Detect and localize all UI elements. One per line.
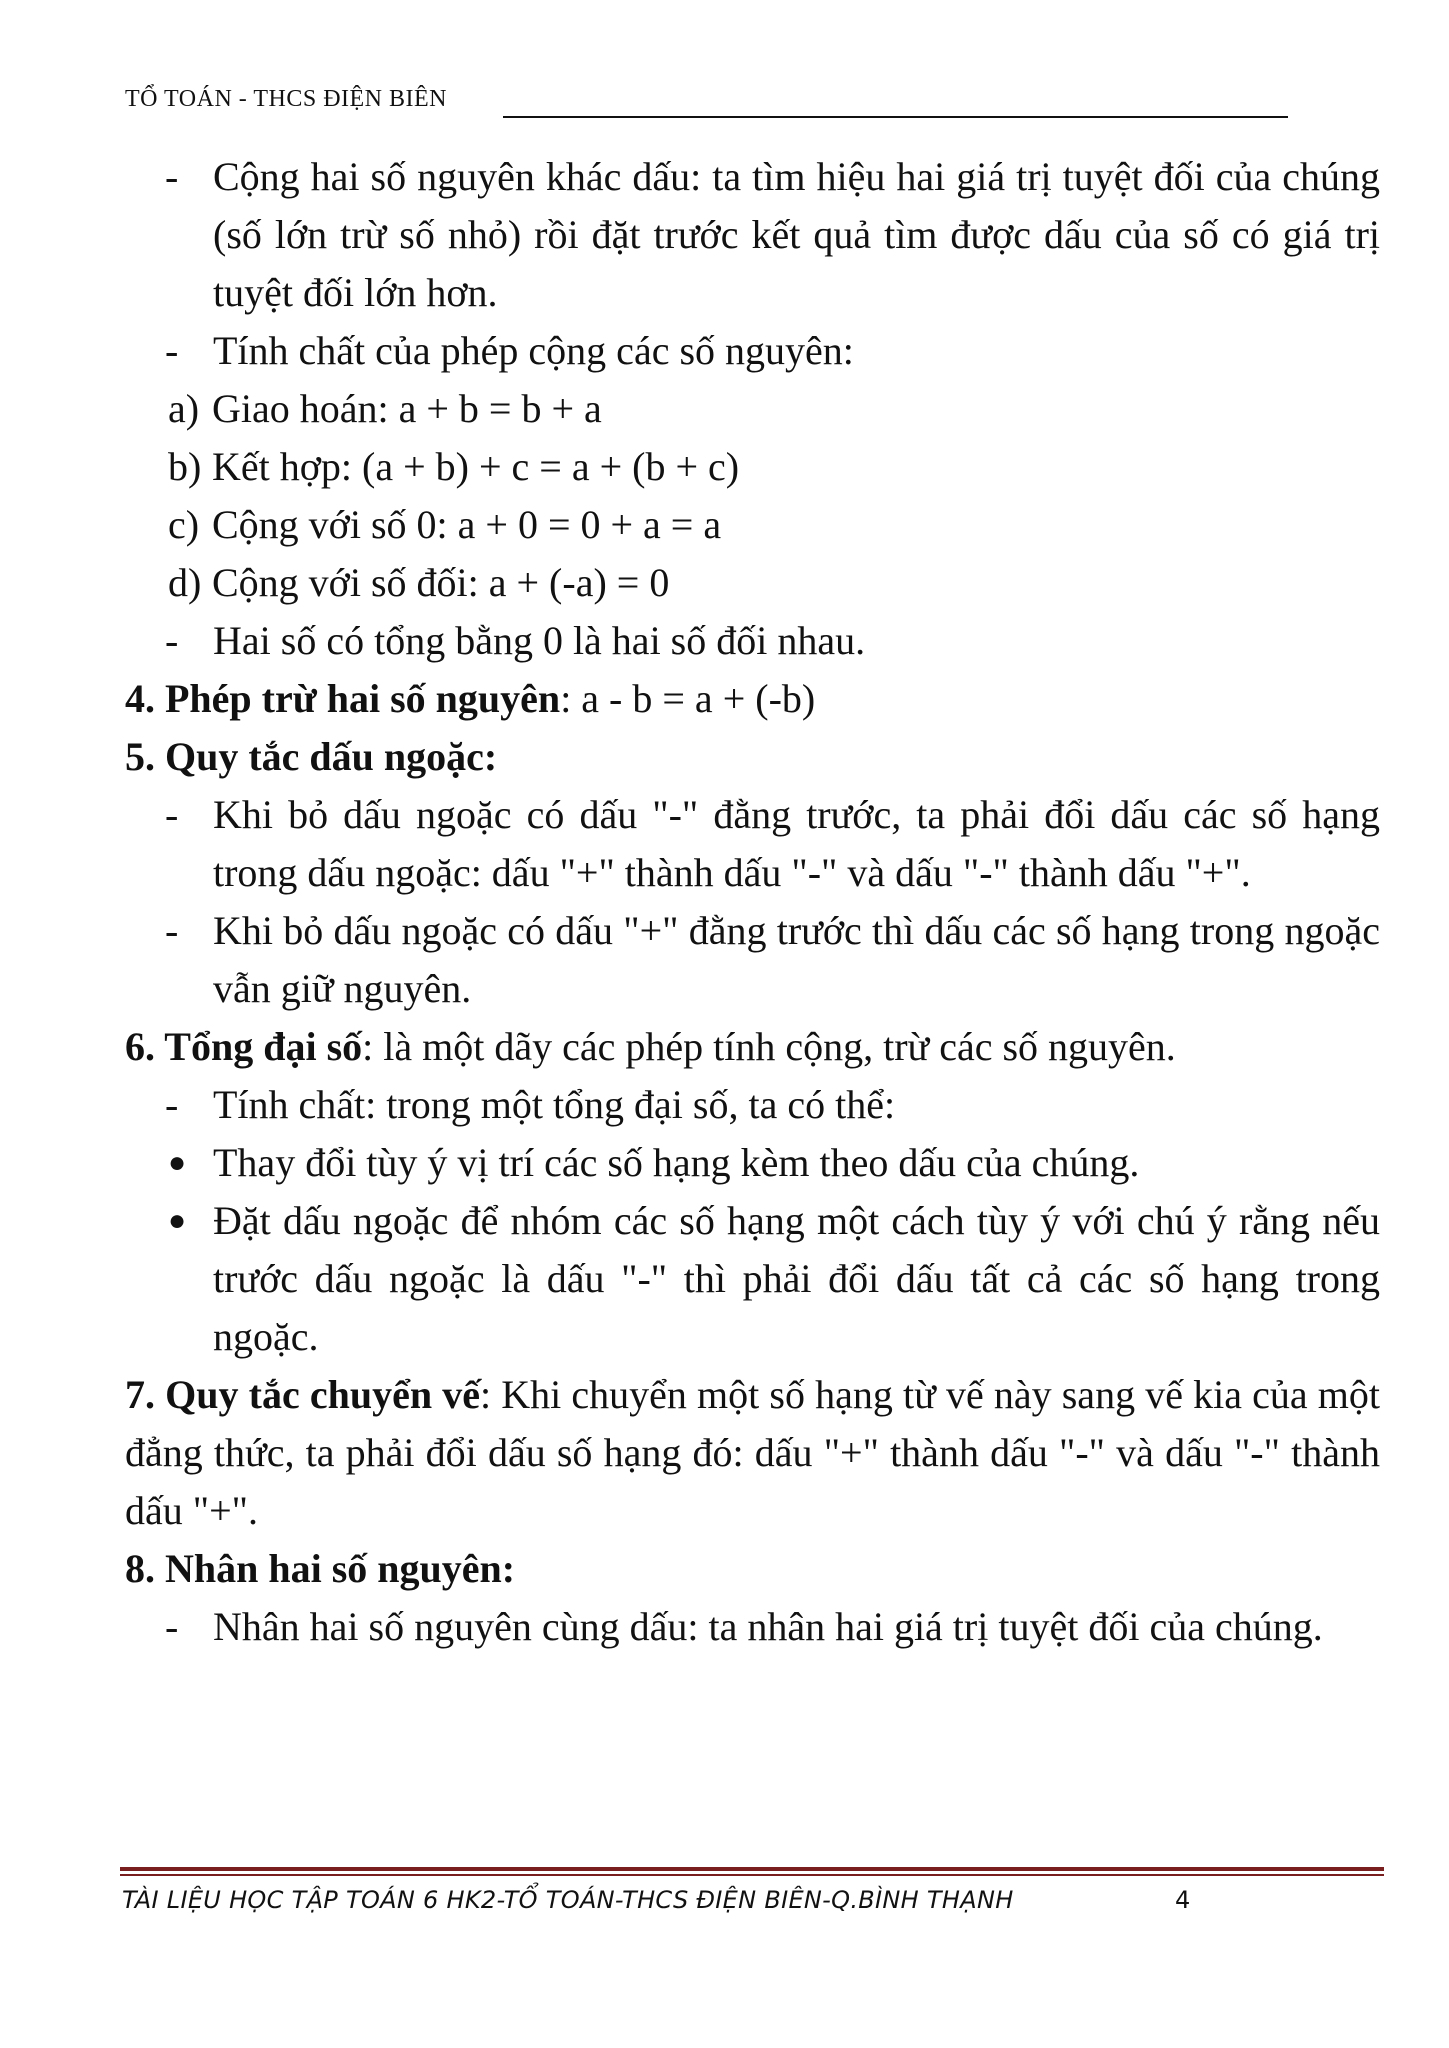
section-text: : Khi chuyển một số hạng từ vế này sang vế kia của một đẳng thức, ta phải đổi dấu số hạng đó: dấu "+" thành dấu "-" và dấu "-" thành dấu "+". (125, 1372, 1380, 1533)
list-item (125, 612, 1380, 670)
section-heading: 5. Quy tắc dấu ngoặc: (125, 734, 498, 779)
property-text: Giao hoán: a + b = b + a (212, 386, 602, 431)
property-text: Kết hợp: (a + b) + c = a + (b + c) (212, 444, 740, 489)
list-item (125, 1598, 1380, 1656)
bullet-item (125, 1134, 1380, 1192)
item-text: Tính chất của phép cộng các số nguyên: (213, 328, 854, 373)
item-text: Thay đổi tùy ý vị trí các số hạng kèm theo dấu của chúng. (213, 1140, 1140, 1185)
property-b (125, 438, 1380, 496)
dash-marker: - (165, 1604, 179, 1649)
section-text: : a - b = a + (-b) (560, 676, 816, 721)
dash-marker: - (165, 154, 179, 199)
footer-text: TÀI LIỆU HỌC TẬP TOÁN 6 HK2-TỔ TOÁN-THCS ĐIỆN BIÊN-Q.BÌNH THẠNH (122, 1886, 1014, 1914)
property-text: Cộng với số 0: a + 0 = 0 + a = a (212, 502, 722, 547)
item-text: Cộng hai số nguyên khác dấu: ta tìm hiệu hai giá trị tuyệt đối của chúng (số lớn trừ số nhỏ) rồi đặt trước kết quả tìm được dấu của số có giá trị tuyệt đối lớn hơn. (213, 154, 1380, 315)
list-item (125, 148, 1380, 322)
section-text: : là một dãy các phép tính cộng, trừ các số nguyên. (362, 1024, 1176, 1069)
property-marker: a) (168, 386, 200, 431)
property-text: Cộng với số đối: a + (-a) = 0 (212, 560, 670, 605)
item-text: Khi bỏ dấu ngoặc có dấu "+" đằng trước thì dấu các số hạng trong ngoặc vẫn giữ nguyên. (213, 908, 1380, 1011)
list-item (125, 786, 1380, 902)
list-item (125, 1076, 1380, 1134)
property-marker: c) (168, 502, 200, 547)
item-text: Tính chất: trong một tổng đại số, ta có thể: (213, 1082, 896, 1127)
footer-rule (120, 1874, 1384, 1876)
page-number: 4 (1175, 1886, 1191, 1914)
item-text: Nhân hai số nguyên cùng dấu: ta nhân hai giá trị tuyệt đối của chúng. (213, 1604, 1323, 1649)
list-item (125, 902, 1380, 1018)
dash-marker: - (165, 618, 179, 663)
footer-rule (120, 1867, 1384, 1871)
section-4 (125, 670, 1380, 728)
dash-marker: - (165, 908, 179, 953)
section-6 (125, 1018, 1380, 1076)
header-rule (503, 116, 1288, 118)
item-text: Khi bỏ dấu ngoặc có dấu "-" đằng trước, ta phải đổi dấu các số hạng trong dấu ngoặc: dấu "+" thành dấu "-" và dấu "-" thành dấu "+". (213, 792, 1380, 895)
item-text: Đặt dấu ngoặc để nhóm các số hạng một cách tùy ý với chú ý rằng nếu trước dấu ngoặc là dấu "-" thì phải đổi dấu tất cả các số hạng trong ngoặc. (213, 1198, 1380, 1359)
dash-marker: - (165, 1082, 179, 1127)
dash-marker: - (165, 328, 179, 373)
bullet-item (125, 1192, 1380, 1366)
property-marker: d) (168, 560, 202, 605)
section-heading: 6. Tổng đại số (125, 1024, 363, 1069)
property-marker: b) (168, 444, 202, 489)
property-d (125, 554, 1380, 612)
property-a (125, 380, 1380, 438)
section-heading: 8. Nhân hai số nguyên: (125, 1546, 516, 1591)
item-text: Hai số có tổng bằng 0 là hai số đối nhau. (213, 618, 866, 663)
list-item (125, 322, 1380, 380)
page-header: TỔ TOÁN - THCS ĐIỆN BIÊN (125, 86, 447, 112)
dash-marker: - (165, 792, 179, 837)
document-body (125, 148, 1380, 1656)
section-7 (125, 1366, 1380, 1540)
bullet-icon: ● (168, 1204, 187, 1237)
section-heading: 4. Phép trừ hai số nguyên (125, 676, 561, 721)
section-heading: 7. Quy tắc chuyển vế (125, 1372, 480, 1417)
property-c (125, 496, 1380, 554)
bullet-icon: ● (168, 1146, 187, 1179)
